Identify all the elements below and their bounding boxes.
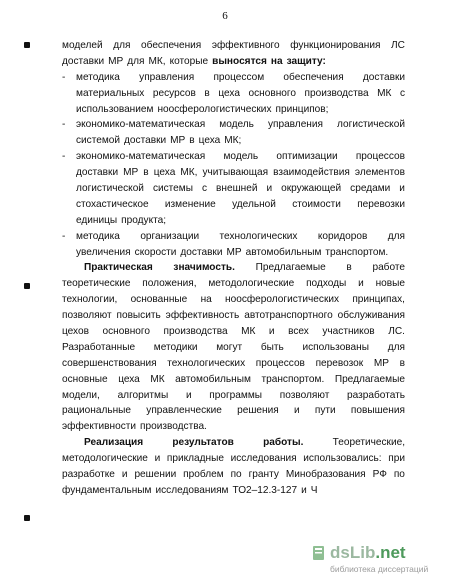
word: окружающей bbox=[281, 183, 342, 195]
word: перевозки bbox=[357, 198, 405, 210]
text-line bbox=[62, 54, 405, 70]
bullet-dash: - bbox=[62, 151, 66, 163]
text-line bbox=[62, 213, 405, 229]
scan-mark-middle bbox=[24, 283, 30, 289]
word: элементов bbox=[354, 167, 405, 179]
word: процессов bbox=[355, 151, 405, 163]
word: доставки bbox=[124, 135, 167, 147]
line-words bbox=[76, 229, 405, 245]
word: обеспечения bbox=[283, 71, 344, 83]
word: МР bbox=[226, 246, 242, 258]
line-words bbox=[62, 483, 405, 499]
word: оптимизации bbox=[276, 151, 338, 163]
word: технологических bbox=[167, 357, 246, 369]
word: повышения bbox=[350, 405, 405, 417]
line-words bbox=[62, 324, 405, 340]
word: на bbox=[200, 294, 212, 306]
word: методика bbox=[76, 230, 120, 242]
line-words bbox=[62, 340, 405, 356]
word: доставки bbox=[76, 167, 119, 179]
word: экономико-математическая bbox=[76, 151, 206, 163]
word: принципов; bbox=[275, 103, 329, 115]
word: моделей bbox=[62, 40, 103, 51]
word: Предлагаемые bbox=[255, 262, 326, 274]
word: исследованиям bbox=[155, 484, 229, 496]
word: системой bbox=[76, 135, 121, 147]
word: основанные bbox=[130, 294, 188, 306]
word: МК bbox=[241, 326, 256, 338]
line-words bbox=[62, 388, 405, 404]
word: Практическая bbox=[84, 262, 153, 274]
line-words bbox=[76, 181, 405, 197]
word: МК bbox=[377, 87, 392, 99]
word: Минобразования bbox=[285, 469, 366, 481]
text-line bbox=[62, 403, 405, 419]
word: МК, bbox=[180, 167, 198, 179]
word: совершенствования bbox=[62, 357, 157, 369]
line-words bbox=[76, 70, 405, 86]
word: новые bbox=[375, 278, 405, 290]
word: позволяют bbox=[62, 310, 112, 322]
word: доставки bbox=[62, 55, 105, 67]
text-line bbox=[62, 340, 405, 356]
word: цеха bbox=[118, 373, 140, 385]
word: использованием bbox=[76, 103, 154, 115]
word: разработке bbox=[62, 469, 115, 481]
word: эффективности bbox=[62, 421, 137, 433]
word: значимость. bbox=[173, 262, 235, 274]
word: могут bbox=[216, 341, 243, 353]
word: логистической bbox=[76, 183, 144, 195]
word: Ч bbox=[310, 484, 318, 496]
word: эффективного bbox=[211, 40, 280, 51]
word: транспортом. bbox=[261, 373, 325, 385]
text-line bbox=[62, 260, 405, 276]
word: быть bbox=[260, 341, 284, 353]
line-words bbox=[62, 467, 405, 483]
line-words bbox=[76, 133, 405, 149]
word: в bbox=[143, 167, 149, 179]
word: основного bbox=[102, 326, 150, 338]
word: технологии, bbox=[62, 294, 118, 306]
word: увеличения bbox=[76, 246, 131, 258]
word: по bbox=[393, 469, 405, 481]
word: при bbox=[388, 453, 405, 465]
word: управления bbox=[267, 119, 323, 131]
word: и bbox=[268, 326, 275, 338]
text-line bbox=[62, 133, 405, 149]
word: учитывающая bbox=[202, 167, 269, 179]
word: и bbox=[154, 453, 161, 465]
text-line bbox=[62, 451, 405, 467]
word: ЛС bbox=[391, 40, 405, 51]
word: транспортом. bbox=[325, 246, 389, 258]
line-words bbox=[76, 86, 405, 102]
word: удельной bbox=[232, 198, 276, 210]
word: для bbox=[113, 40, 131, 51]
word: логистической bbox=[337, 119, 405, 131]
word: системы bbox=[152, 183, 193, 195]
word: организации bbox=[140, 230, 200, 242]
word: основные bbox=[62, 373, 108, 385]
word: модель bbox=[223, 151, 259, 163]
scan-mark-bottom bbox=[24, 515, 30, 521]
word: Реализация bbox=[84, 437, 144, 449]
word: скорости bbox=[134, 246, 177, 258]
word: производства. bbox=[140, 421, 207, 433]
watermark-logo-main: dsLib bbox=[330, 543, 376, 562]
text-line bbox=[62, 372, 405, 388]
word: цеха bbox=[153, 167, 176, 179]
watermark-logo bbox=[330, 543, 406, 563]
word: автомобильным bbox=[175, 373, 251, 385]
word: материальных bbox=[76, 87, 145, 99]
text-line bbox=[62, 38, 405, 54]
word: решения bbox=[237, 405, 279, 417]
line-words bbox=[62, 356, 405, 372]
line-words bbox=[62, 308, 405, 324]
word: МР bbox=[123, 167, 139, 179]
line-words bbox=[62, 451, 405, 467]
text-line bbox=[62, 117, 405, 133]
line-words bbox=[76, 245, 405, 261]
word: ноосферологистических bbox=[225, 294, 340, 306]
word: внешней bbox=[216, 183, 258, 195]
text-line bbox=[62, 197, 405, 213]
watermark-logo-tld: .net bbox=[375, 543, 406, 562]
text-line bbox=[62, 292, 405, 308]
word: управленческие bbox=[146, 405, 222, 417]
word: доставки bbox=[180, 246, 223, 258]
word: с bbox=[201, 183, 208, 195]
text-line bbox=[62, 419, 405, 435]
word: алгоритмы bbox=[117, 389, 169, 401]
text-line bbox=[62, 149, 405, 165]
word: цехов bbox=[62, 326, 89, 338]
word: доставки bbox=[362, 71, 405, 83]
body-text bbox=[62, 38, 405, 499]
word: стоимости bbox=[292, 198, 341, 210]
word: технологических bbox=[219, 230, 298, 242]
word: изменение bbox=[164, 198, 216, 210]
word: разработать bbox=[347, 389, 405, 401]
word: ноосферологистических bbox=[157, 103, 272, 115]
word: в bbox=[189, 135, 195, 147]
word: модели, bbox=[62, 389, 100, 401]
word: методики bbox=[153, 341, 198, 353]
word: стохастическое bbox=[76, 198, 149, 210]
line-words bbox=[62, 403, 405, 419]
word: основного bbox=[248, 87, 296, 99]
word: производства bbox=[304, 87, 369, 99]
line-words bbox=[62, 419, 405, 435]
word: которые bbox=[169, 55, 209, 67]
word: методологические bbox=[62, 453, 148, 465]
word: перевозок bbox=[315, 357, 364, 369]
line-words bbox=[62, 38, 405, 54]
word: и bbox=[399, 183, 405, 195]
word: взаимодействия bbox=[273, 167, 350, 179]
word: для bbox=[387, 341, 405, 353]
word: использованы bbox=[302, 341, 369, 353]
text-line bbox=[62, 229, 405, 245]
word: Теоретические, bbox=[332, 437, 405, 449]
word: и bbox=[301, 484, 307, 496]
word: работе bbox=[372, 262, 405, 274]
text-line bbox=[62, 181, 405, 197]
text-line bbox=[62, 276, 405, 292]
bullet-dash: - bbox=[62, 230, 66, 242]
word: и bbox=[293, 405, 300, 417]
word: в bbox=[346, 262, 352, 274]
word: процессом bbox=[213, 71, 265, 83]
word: обслуживания bbox=[337, 310, 405, 322]
text-line bbox=[62, 86, 405, 102]
line-words bbox=[84, 435, 405, 451]
line-words bbox=[76, 165, 405, 181]
word: участников bbox=[322, 326, 375, 338]
word: методика bbox=[76, 71, 120, 83]
word: единицы bbox=[76, 214, 118, 226]
word: МК bbox=[150, 373, 165, 385]
word: фундаментальным bbox=[62, 484, 152, 496]
text-line bbox=[62, 245, 405, 261]
word: цеха bbox=[218, 87, 240, 99]
watermark-subtitle: библиотека диссертаций bbox=[330, 564, 429, 574]
word: гранту bbox=[248, 469, 279, 481]
word: автотранспортного bbox=[244, 310, 333, 322]
word: ЛС. bbox=[388, 326, 405, 338]
line-words bbox=[62, 54, 405, 70]
word: в bbox=[399, 357, 405, 369]
word: Разработанные bbox=[62, 341, 136, 353]
word: теоретические bbox=[62, 278, 131, 290]
word: модель bbox=[219, 119, 254, 131]
word: процессов bbox=[255, 357, 305, 369]
line-words bbox=[76, 102, 405, 118]
text-line bbox=[62, 165, 405, 181]
bullet-dash: - bbox=[62, 119, 66, 131]
text-line bbox=[62, 308, 405, 324]
word: МК; bbox=[224, 135, 242, 147]
text-line bbox=[62, 70, 405, 86]
word: для bbox=[387, 230, 405, 242]
word: для bbox=[127, 55, 145, 67]
word: пути bbox=[314, 405, 336, 417]
bullet-dash: - bbox=[62, 71, 66, 83]
word: коридоров bbox=[317, 230, 368, 242]
word: управления bbox=[139, 71, 195, 83]
text-line bbox=[62, 356, 405, 372]
book-icon bbox=[312, 545, 326, 561]
line-words bbox=[76, 149, 405, 165]
word: на bbox=[270, 55, 283, 67]
word: всех bbox=[288, 326, 309, 338]
line-words bbox=[62, 372, 405, 388]
text-line bbox=[62, 467, 405, 483]
word: принципах, bbox=[352, 294, 405, 306]
word: работы. bbox=[263, 437, 304, 449]
word: методологические bbox=[208, 278, 295, 290]
word: МР bbox=[108, 55, 124, 67]
scan-mark-top bbox=[24, 42, 30, 48]
line-words bbox=[62, 276, 405, 292]
word: использовались: bbox=[303, 453, 382, 465]
word: исследования bbox=[230, 453, 297, 465]
word: позволяют bbox=[279, 389, 330, 401]
line-words bbox=[62, 292, 405, 308]
word: и bbox=[358, 278, 364, 290]
word: автомобильным bbox=[245, 246, 322, 258]
word: средами bbox=[350, 183, 391, 195]
line-words bbox=[76, 197, 405, 213]
word: функционирования bbox=[290, 40, 381, 51]
word: производства bbox=[163, 326, 228, 338]
word: МР bbox=[170, 135, 186, 147]
word: прикладные bbox=[166, 453, 224, 465]
word: проблем bbox=[183, 469, 224, 481]
word: цеха bbox=[198, 135, 221, 147]
word: выносятся bbox=[212, 55, 267, 67]
word: и bbox=[121, 469, 128, 481]
word: МК, bbox=[148, 55, 166, 67]
word: экономико-математическая bbox=[76, 119, 206, 131]
word: подходы bbox=[306, 278, 347, 290]
word: в bbox=[204, 87, 210, 99]
line-words bbox=[76, 117, 405, 133]
word: Предлагаемые bbox=[334, 373, 405, 385]
text-line bbox=[62, 102, 405, 118]
word: с bbox=[399, 87, 405, 99]
word: ресурсов bbox=[152, 87, 196, 99]
word: защиту: bbox=[286, 55, 326, 67]
dslib-watermark[interactable] bbox=[330, 543, 442, 579]
line-words bbox=[76, 213, 405, 229]
word: МР bbox=[373, 357, 389, 369]
word: ТО2–12.3-127 bbox=[232, 484, 298, 496]
word: рациональные bbox=[62, 405, 132, 417]
word: эффективность bbox=[165, 310, 240, 322]
text-line bbox=[62, 435, 405, 451]
word: по bbox=[230, 469, 242, 481]
word: обеспечения bbox=[141, 40, 202, 51]
word: и bbox=[266, 183, 273, 195]
page-number: 6 bbox=[222, 10, 228, 22]
word: РФ bbox=[372, 469, 387, 481]
text-line bbox=[62, 324, 405, 340]
line-words bbox=[84, 260, 405, 276]
word: продукта; bbox=[121, 214, 167, 226]
text-line bbox=[62, 483, 405, 499]
word: и bbox=[185, 389, 192, 401]
word: программы bbox=[209, 389, 263, 401]
text-line bbox=[62, 388, 405, 404]
word: повысить bbox=[116, 310, 161, 322]
word: положения, bbox=[142, 278, 197, 290]
word: решении bbox=[134, 469, 177, 481]
word: результатов bbox=[172, 437, 234, 449]
